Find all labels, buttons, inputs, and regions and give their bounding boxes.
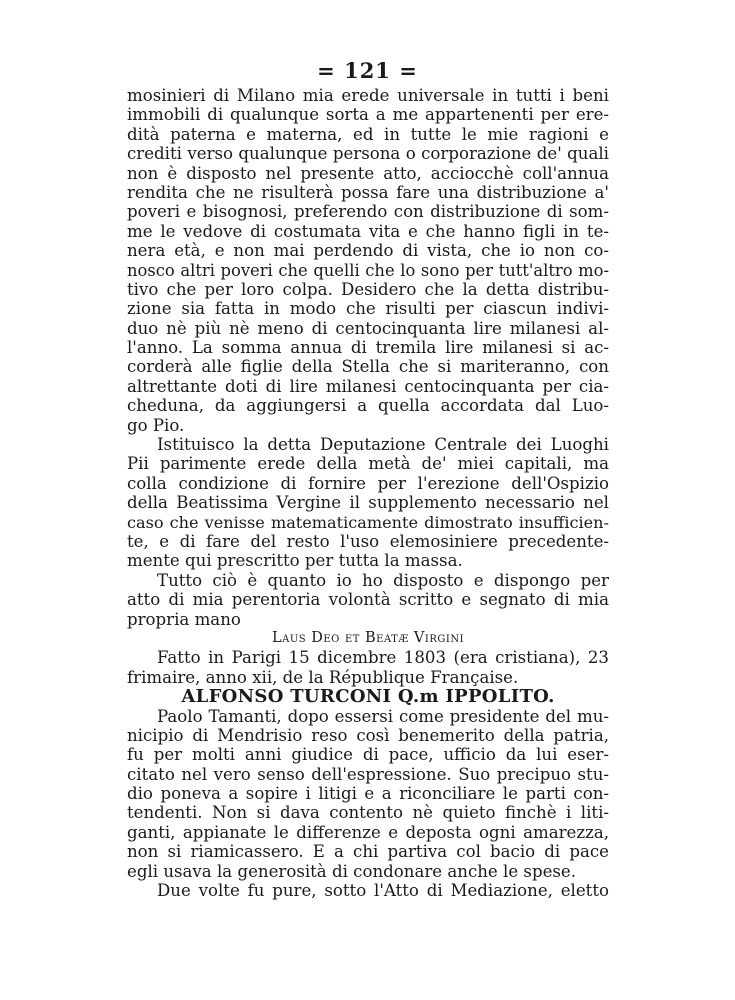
text-line: non si riamicassero. E a chi partiva col bacio di pace — [127, 842, 609, 862]
text-line: mosinieri di Milano mia erede universale in tutti i beni — [127, 86, 609, 105]
text-line: l'anno. La somma annua di tremila lire milanesi si ac- — [127, 338, 609, 358]
text-line: atto di mia perentoria volontà scritto e segnato di mia — [127, 590, 609, 610]
text-line: Pii parimente erede della metà de' miei capitali, ma — [127, 454, 609, 474]
text-line: Fatto in Parigi 15 dicembre 1803 (era cristiana), 23 — [157, 648, 609, 668]
text-line: mente qui prescritto per tutta la massa. — [127, 551, 463, 571]
text-line: altrettante doti di lire milanesi centocinquanta per cia- — [127, 376, 609, 396]
body-text — [127, 86, 609, 900]
text-line: citato nel vero senso dell'espressione. Suo precipuo stu- — [127, 764, 609, 784]
text-line: rendita che ne risulterà possa fare una distribuzione a' — [127, 182, 609, 202]
text-line: fu per molti anni giudice di pace, ufficio da lui eser- — [127, 745, 609, 765]
page-number: = 121 = — [317, 58, 418, 83]
text-line: dio poneva a sopire i litigi e a riconciliare le parti con- — [127, 784, 609, 804]
text-line: Istituisco la detta Deputazione Centrale dei Luoghi — [157, 435, 609, 455]
text-line: nera età, e non mai perdendo di vista, che io non co- — [127, 241, 609, 261]
text-line: zione sia fatta in modo che risulti per ciascun indivi- — [127, 299, 609, 319]
text-line: della Beatissima Vergine il supplemento necessario nel — [127, 493, 609, 513]
text-line: ganti, appianate le differenze e deposta ogni amarezza, — [127, 822, 609, 842]
text-line: te, e di fare del resto l'uso elemosiniere precedente- — [127, 531, 609, 551]
text-line: immobili di qualunque sorta a me appartenenti per ere- — [127, 105, 609, 125]
text-line: poveri e bisognosi, preferendo con distribuzione di som- — [127, 202, 609, 222]
text-line: cheduna, da aggiungersi a quella accordata dal Luo- — [127, 396, 609, 416]
text-line: propria mano — [127, 609, 241, 629]
text-line: frimaire, anno xii, de la République Française. — [127, 667, 519, 687]
text-line: go Pio. — [127, 415, 185, 435]
text-line: me le vedove di costumata vita e che hanno figli in te- — [127, 221, 609, 241]
text-line: egli usava la generosità di condonare anche le spese. — [127, 861, 576, 881]
text-line: Due volte fu pure, sotto l'Atto di Mediazione, eletto — [157, 881, 609, 901]
text-line: corderà alle figlie della Stella che si mariteranno, con — [127, 357, 609, 377]
text-line: dità paterna e materna, ed in tutte le mie ragioni e — [127, 124, 609, 144]
text-line: tivo che per loro colpa. Desidero che la detta distribu- — [127, 279, 609, 299]
text-line: Paolo Tamanti, dopo essersi come presidente del mu- — [157, 706, 609, 726]
text-line: colla condizione di fornire per l'erezione dell'Ospizio — [127, 473, 609, 493]
text-line: nosco altri poveri che quelli che lo sono per tutt'altro mo- — [127, 260, 609, 280]
text-line: non è disposto nel presente atto, acciocchè coll'annua — [127, 163, 609, 183]
text-line: nicipio di Mendrisio reso così benemerito della patria, — [127, 725, 609, 745]
text-line: Tutto ciò è quanto io ho disposto e dispongo per — [157, 570, 609, 590]
signature-line: ALFONSO TURCONI Q.m IPPOLITO. — [181, 686, 555, 708]
text-line: duo nè più nè meno di centocinquanta lire milanesi al- — [127, 318, 609, 338]
text-line: tendenti. Non si dava contento nè quieto finchè i liti- — [127, 803, 609, 823]
motto-line: Laus Deo et Beatæ Virgini — [271, 629, 465, 646]
text-line: caso che venisse matematicamente dimostrato insufficien- — [127, 512, 609, 532]
text-line: crediti verso qualunque persona o corporazione de' quali — [127, 144, 609, 164]
